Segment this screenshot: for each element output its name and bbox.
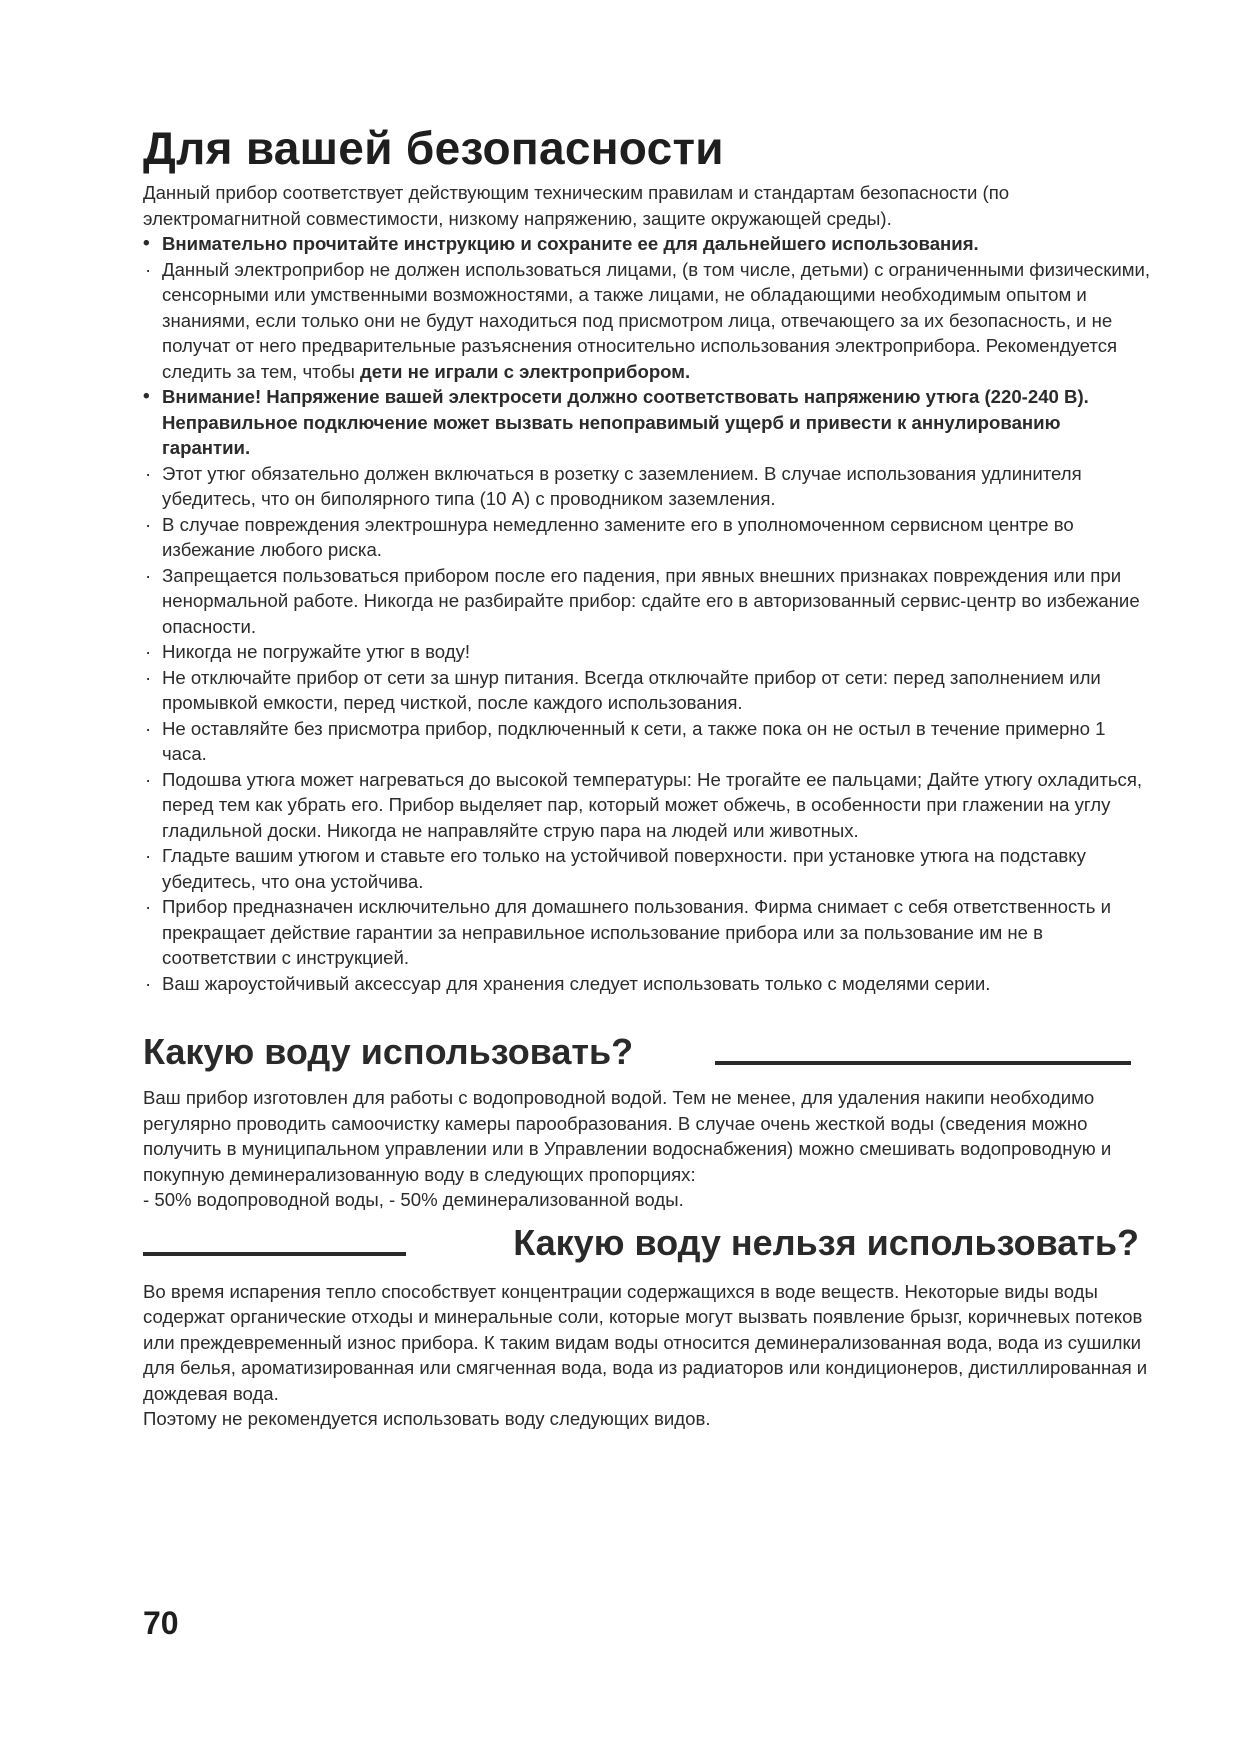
page-number: 70 — [143, 1605, 179, 1641]
safety-title: Для вашей безопасности — [143, 122, 724, 174]
water-text: Ваш прибор изготовлен для работы с водопроводной водой. Тем не менее, для удаления накипи необходимо регулярно проводить самоочистку камеры парообразования. В случае очень жесткой воды (сведения можно получить в муниципальном управлении или в Управлении водоснабжения) можно смешивать водопроводную и покупную деминерализованную воду в следующих пропорциях: — [143, 1087, 1112, 1185]
list-item: • Внимание! Напряжение вашей электросети должно соответствовать напряжению утюга (220-240 В). Неправильное подключение может вызвать непоправимый ущерб и привести к аннулированию гарантии. — [143, 386, 1089, 458]
nowater-outro: Поэтому не рекомендуется использовать воду следующих видов. — [143, 1408, 711, 1429]
nowater-title: Какую воду нельзя использовать? — [513, 1221, 1139, 1263]
heading-rule — [715, 1061, 1131, 1065]
water-ratio: - 50% водопроводной воды, - 50% деминерализованной воды. — [143, 1189, 684, 1210]
list-item: · Не отключайте прибор от сети за шнур питания. Всегда отключайте прибор от сети: перед заполнением или промывкой емкости, перед чисткой, после каждого использования. — [145, 666, 1101, 713]
list-item: · Подошва утюга может нагреваться до высокой температуры: Не трогайте ее пальцами; Дайте утюгу охладиться, перед тем как убрать его. Прибор выделяет пар, который может обжечь, в особенности при глажении на углу гладильной доски. Никогда не направляйте струю пара на людей или животных. — [145, 768, 1143, 841]
page-content — [143, 118, 1153, 1432]
water-title: Какую воду использовать? — [143, 1031, 634, 1072]
list-item: · Прибор предназначен исключительно для домашнего пользования. Фирма снимает с себя ответственность и прекращает действие гарантии за неправильное использование прибора или за пользование им не в соответствии с инструкцией. — [145, 896, 1112, 968]
heading-rule — [143, 1252, 406, 1256]
list-item: · Не оставляйте без присмотра прибор, подключенный к сети, а также пока он не остыл в течение примерно 1 часа. — [145, 717, 1106, 764]
children-warning: дети не играли с электроприбором. — [360, 360, 691, 382]
list-item: · В случае повреждения электрошнура немедленно замените его в уполномоченном сервисном центре во избежание любого риска. — [145, 513, 1074, 560]
safety-list — [143, 231, 1153, 996]
list-item: · Запрещается пользоваться прибором после его падения, при явных внешних признаках повреждения или при ненормальной работе. Никогда не разбирайте прибор: сдайте его в авторизованный сервис-центр во избежание опасности. — [145, 564, 1140, 637]
list-item: • Внимательно прочитайте инструкцию и сохраните ее для дальнейшего использования. — [143, 233, 979, 254]
safety-intro: Данный прибор соответствует действующим техническим правилам и стандартам безопасности (по электромагнитной совместимости, низкому напряжению, защите окружающей среды). — [143, 182, 1010, 229]
list-item: · Гладьте вашим утюгом и ставьте его только на устойчивой поверхности. при установке утюга на подставку убедитесь, что она устойчива. — [145, 845, 1086, 892]
list-item: · Данный электроприбор не должен использоваться лицами, (в том числе, детьми) с ограниченными физическими, сенсорными или умственными возможностями, а также лицами, не обладающими необходимым опытом и знаниями, если только они не будут находиться под присмотром лица, отвечающего за их безопасность, и не получат от него предварительные разъяснения относительно использования электроприбора. Рекомендуется следить за тем, чтобы дети не играли с электроприбором. — [145, 258, 1151, 382]
list-item: · Этот утюг обязательно должен включаться в розетку с заземлением. В случае использования удлинителя убедитесь, что он биполярного типа (10 А) с проводником заземления. — [145, 462, 1082, 509]
water-heading — [143, 1028, 1153, 1076]
list-item: · Ваш жароустойчивый аксессуар для хранения следует использовать только с моделями серии. — [145, 972, 991, 994]
list-item: · Никогда не погружайте утюг в воду! — [145, 641, 471, 662]
nowater-heading — [143, 1219, 1153, 1267]
nowater-text: Во время испарения тепло способствует концентрации содержащихся в воде веществ. Некоторые виды воды содержат органические отходы и минеральные соли, которые могут вызвать появление брызг, коричневых потеков или преждевременный износ прибора. К таким видам воды относится деминерализованная вода, вода из сушилки для белья, ароматизированная или смягченная вода, вода из радиаторов или кондиционеров, дистиллированная и дождевая вода. — [143, 1280, 1148, 1404]
